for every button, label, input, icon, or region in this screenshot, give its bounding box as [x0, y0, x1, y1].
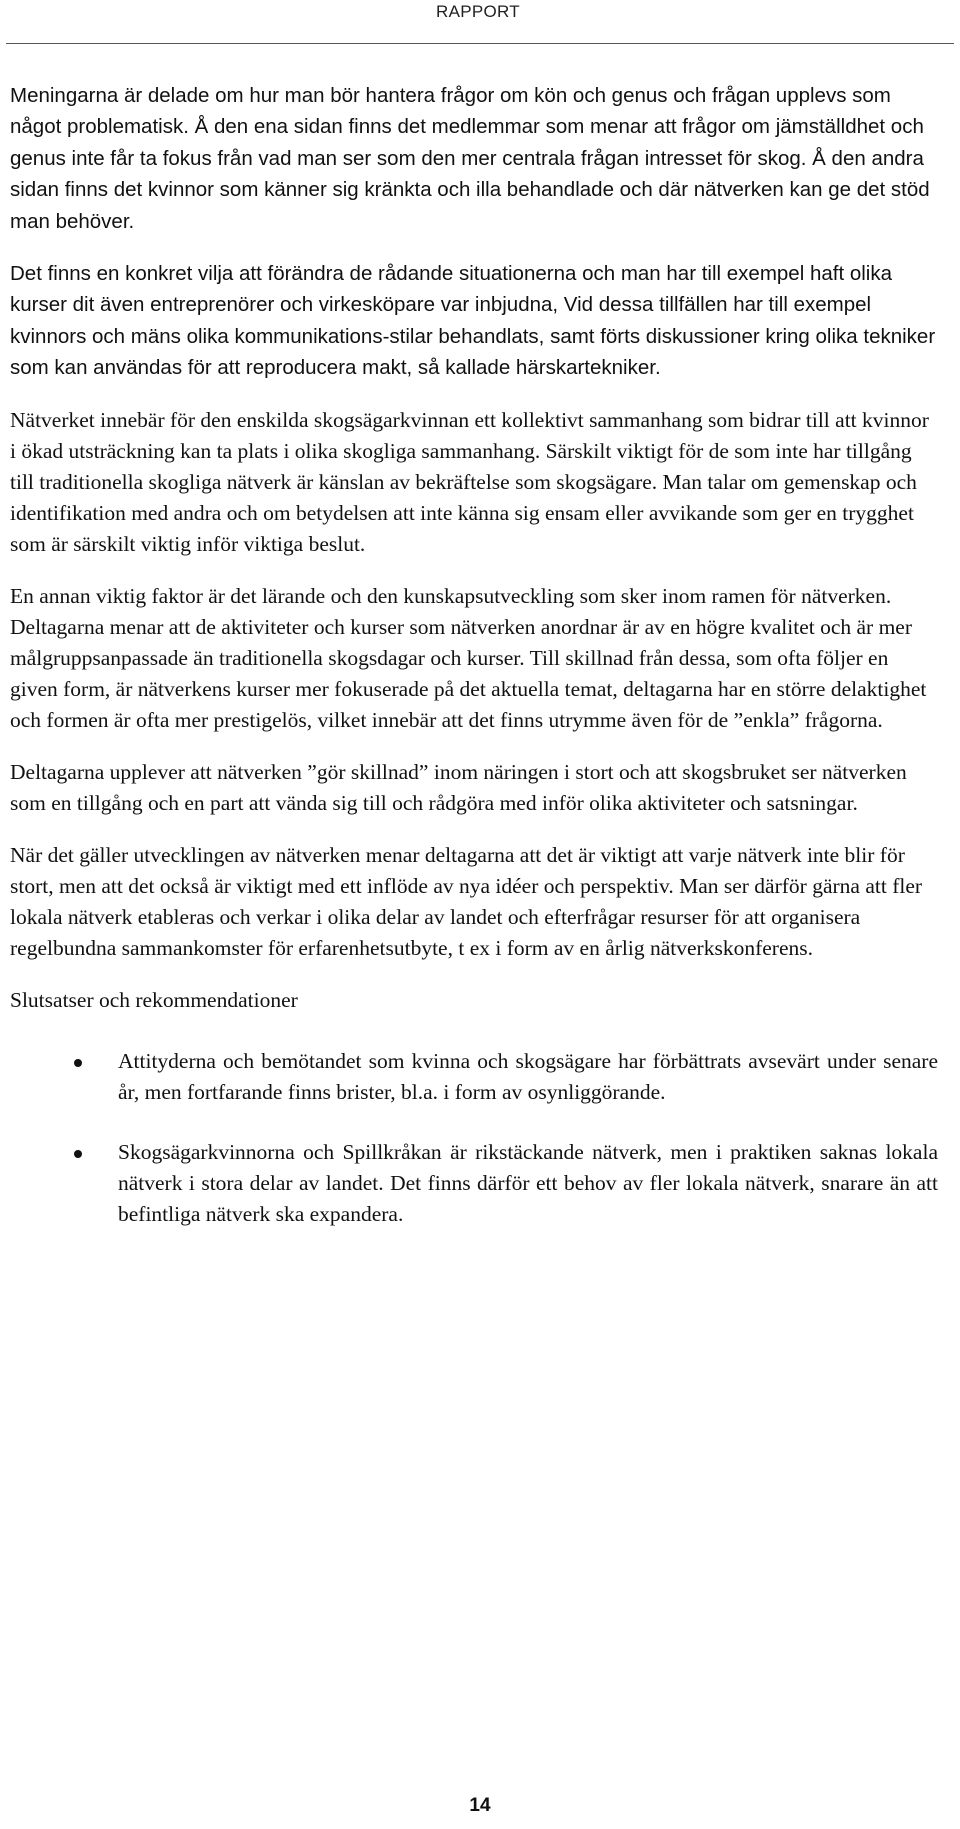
- list-item-text: Skogsägarkvinnorna och Spillkråkan är rikstäckande nätverk, men i praktiken saknas lokala nätverk i stora delar av landet. Det finns därför ett behov av fler lokala nätverk, snarare än att befintliga nätverk ska expandera.: [118, 1139, 938, 1226]
- header-divider: [6, 43, 954, 44]
- page-number: [0, 1795, 960, 1817]
- paragraph: Deltagarna upplever att nätverken ”gör skillnad” inom näringen i stort och att skogsbruket ser nätverken som en tillgång och en part att vända sig till och rådgöra med inför olika aktiviteter och satsningar.: [10, 759, 907, 815]
- list-item: [10, 1046, 938, 1108]
- recommendations-list: [10, 1046, 938, 1230]
- page-number-text: 14: [469, 1795, 491, 1816]
- report-body: [10, 80, 938, 1259]
- bullet-icon: [74, 1059, 82, 1067]
- paragraph: En annan viktig faktor är det lärande och den kunskapsutveckling som sker inom ramen för nätverken. Deltagarna menar att de aktiviteter och kurser som nätverken anordnar är av en högre kvalitet och är mer målgruppsanpassade än traditionella skogsdagar och kurser. Till skillnad från dessa, som ofta följer en given form, är nätverkens kurser mer fokuserade på det aktuella temat, deltagarna har en större delaktighet och formen är ofta mer prestigelös, vilket innebär att det finns utrymme även för de ”enkla” frågorna.: [10, 583, 927, 732]
- header-title: RAPPORT: [436, 2, 520, 21]
- list-item: [10, 1137, 938, 1230]
- paragraph: När det gäller utvecklingen av nätverken menar deltagarna att det är viktigt att varje nätverk inte blir för stort, men att det också är viktigt med ett inflöde av nya idéer och perspektiv. Man ser därför gärna att fler lokala nätverk etableras och verkar i olika delar av landet och efterfrågar resurser för att organisera regelbundna sammankomster för erfarenhetsutbyte, t ex i form av en årlig nätverkskonferens.: [10, 842, 923, 960]
- page-header: [0, 0, 960, 46]
- paragraph: Meningarna är delade om hur man bör hantera frågor om kön och genus och frågan upplevs som något problematisk. Å den ena sidan finns det medlemmar som menar att frågor om jämställdhet och genus inte får ta fokus från vad man ser som den mer centrala frågan intresset för skog. Å den andra sidan finns det kvinnor som känner sig kränkta och illa behandlade och där nätverken kan ge det stöd man behöver.: [10, 84, 930, 233]
- list-item-text: Attityderna och bemötandet som kvinna och skogsägare har förbättrats avsevärt under senare år, men fortfarande finns brister, bl.a. i form av osynliggörande.: [118, 1048, 938, 1104]
- paragraph: Nätverket innebär för den enskilda skogsägarkvinnan ett kollektivt sammanhang som bidrar till att kvinnor i ökad utsträckning kan ta plats i olika skogliga sammanhang. Särskilt viktigt för de som inte har tillgång till traditionella skogliga nätverk är känslan av bekräftelse som skogsägare. Man talar om gemenskap och identifikation med andra och om betydelsen att inte känna sig ensam eller avvikande som ger en trygghet som är särskilt viktig inför viktiga beslut.: [10, 407, 929, 556]
- section-heading: Slutsatser och rekommendationer: [10, 987, 298, 1012]
- paragraph: Det finns en konkret vilja att förändra de rådande situationerna och man har till exempel haft olika kurser dit även entreprenörer och virkesköpare var inbjudna, Vid dessa tillfällen har till exempel kvinnors och mäns olika kommunikations-stilar behandlats, samt förts diskussioner kring olika tekniker som kan användas för att reproducera makt, så kallade härskartekniker.: [10, 262, 936, 380]
- bullet-icon: [74, 1150, 82, 1158]
